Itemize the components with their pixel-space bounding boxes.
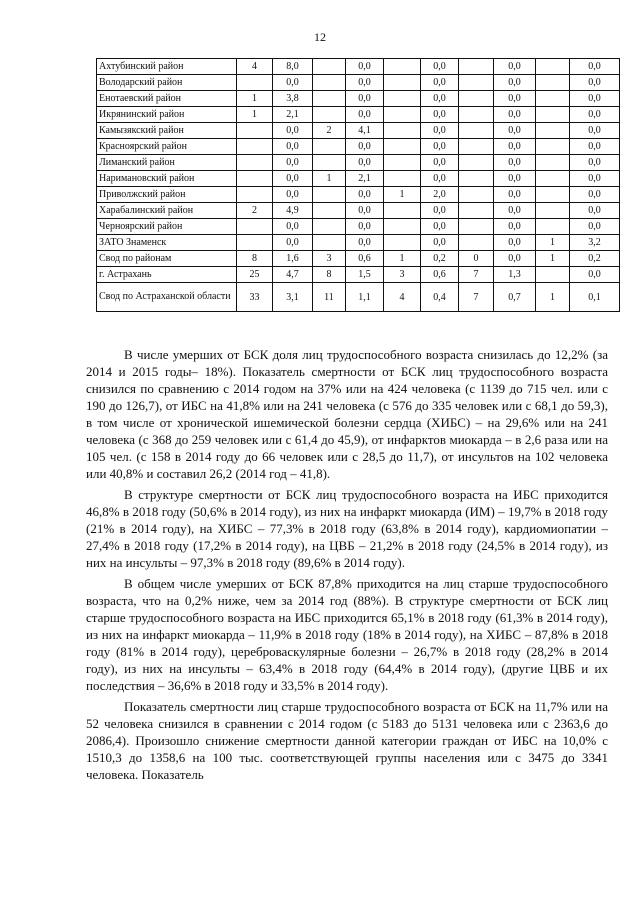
value-cell: 0,0: [346, 139, 384, 155]
value-cell: [237, 171, 273, 187]
value-cell: [384, 155, 421, 171]
value-cell: [459, 235, 494, 251]
table-row: [97, 107, 620, 123]
value-cell: 0,0: [570, 155, 620, 171]
value-cell: 0,6: [346, 251, 384, 267]
value-cell: 0,0: [570, 107, 620, 123]
value-cell: 0,0: [494, 235, 536, 251]
paragraph: В числе умерших от БСК доля лиц трудоспособного возраста снизилась до 12,2% (за 2014 и 2015 годы– 18%). Показатель смертности от БСК лиц трудоспособного возраста снизился по сравнению с 2014 годом на 37% или на 424 человека (с 1139 до 715 чел. или с 190 до 126,7), от ИБС на 41,8% или на 241 человека (с 576 до 335 человек или с 68,1 до 59,3), в том числе от хронической ишемической болезни сердца (ХИБС) – на 29,6% или на 241 человека (с 368 до 259 человек или с 61,4 до 45,9), от инфарктов миокарда – в 2,6 раза или на 105 чел. (с 158 в 2014 году до 66 человек или с 28,5 до 11,7), от инсультов на 102 человека или 40,8% и составил 26,2 (2014 год – 41,8).: [86, 347, 608, 481]
value-cell: [384, 203, 421, 219]
value-cell: 0,0: [273, 187, 313, 203]
value-cell: 2,0: [421, 187, 459, 203]
value-cell: [536, 123, 570, 139]
value-cell: 0,0: [273, 123, 313, 139]
value-cell: [384, 123, 421, 139]
value-cell: [459, 107, 494, 123]
value-cell: [459, 155, 494, 171]
value-cell: [536, 187, 570, 203]
value-cell: 0,0: [273, 219, 313, 235]
value-cell: [459, 123, 494, 139]
value-cell: 0,6: [421, 267, 459, 283]
value-cell: 0,0: [494, 171, 536, 187]
value-cell: 0,0: [570, 91, 620, 107]
table-row: [97, 235, 620, 251]
value-cell: 0,0: [421, 91, 459, 107]
value-cell: [313, 75, 346, 91]
district-name-cell: Лиманский район: [97, 155, 237, 171]
table-row: [97, 155, 620, 171]
value-cell: [237, 235, 273, 251]
table-row: [97, 267, 620, 283]
value-cell: 0,0: [346, 155, 384, 171]
value-cell: [237, 139, 273, 155]
table-row: [97, 123, 620, 139]
value-cell: 4,1: [346, 123, 384, 139]
value-cell: 0,0: [494, 219, 536, 235]
district-name-cell: Енотаевский район: [97, 91, 237, 107]
value-cell: 0,0: [494, 107, 536, 123]
value-cell: [384, 91, 421, 107]
value-cell: 1: [536, 283, 570, 312]
value-cell: 3,8: [273, 91, 313, 107]
value-cell: 1: [237, 107, 273, 123]
value-cell: 0,0: [494, 123, 536, 139]
value-cell: 0,0: [421, 171, 459, 187]
value-cell: 0,0: [570, 75, 620, 91]
value-cell: 0,0: [494, 139, 536, 155]
value-cell: [536, 203, 570, 219]
value-cell: 1,1: [346, 283, 384, 312]
value-cell: 8,0: [273, 59, 313, 75]
district-name-cell: Харабалинский район: [97, 203, 237, 219]
value-cell: 0,0: [570, 59, 620, 75]
value-cell: 0,0: [421, 139, 459, 155]
value-cell: [536, 107, 570, 123]
value-cell: 0,0: [570, 171, 620, 187]
value-cell: [384, 75, 421, 91]
value-cell: 0,0: [570, 267, 620, 283]
value-cell: 1,6: [273, 251, 313, 267]
value-cell: 2: [237, 203, 273, 219]
value-cell: 1: [313, 171, 346, 187]
value-cell: 1: [237, 91, 273, 107]
value-cell: 0,2: [570, 251, 620, 267]
table-row: [97, 171, 620, 187]
value-cell: 0,0: [494, 251, 536, 267]
value-cell: 0,0: [421, 75, 459, 91]
value-cell: [459, 91, 494, 107]
page-number: 12: [314, 30, 326, 44]
value-cell: 0,0: [494, 91, 536, 107]
district-name-cell: Приволжский район: [97, 187, 237, 203]
table-row: [97, 187, 620, 203]
table-row: [97, 91, 620, 107]
value-cell: 1,5: [346, 267, 384, 283]
value-cell: [384, 171, 421, 187]
value-cell: 0,0: [346, 219, 384, 235]
value-cell: [313, 59, 346, 75]
value-cell: [459, 187, 494, 203]
value-cell: 0,0: [494, 155, 536, 171]
value-cell: 0,0: [421, 203, 459, 219]
value-cell: [459, 203, 494, 219]
value-cell: 33: [237, 283, 273, 312]
value-cell: [536, 267, 570, 283]
district-mortality-table: [96, 58, 620, 312]
value-cell: 3,2: [570, 235, 620, 251]
value-cell: 0,0: [570, 203, 620, 219]
value-cell: [237, 219, 273, 235]
value-cell: [384, 139, 421, 155]
value-cell: 0,0: [273, 139, 313, 155]
value-cell: [536, 59, 570, 75]
value-cell: [237, 187, 273, 203]
district-name-cell: ЗАТО Знаменск: [97, 235, 237, 251]
value-cell: 4: [237, 59, 273, 75]
value-cell: [313, 139, 346, 155]
value-cell: 1: [384, 187, 421, 203]
district-name-cell: Ахтубинский район: [97, 59, 237, 75]
value-cell: 0,0: [570, 219, 620, 235]
value-cell: 0,0: [346, 91, 384, 107]
value-cell: 11: [313, 283, 346, 312]
value-cell: 25: [237, 267, 273, 283]
value-cell: [313, 203, 346, 219]
value-cell: 1: [384, 251, 421, 267]
value-cell: 7: [459, 267, 494, 283]
table-row: [97, 203, 620, 219]
value-cell: [384, 59, 421, 75]
value-cell: 3,1: [273, 283, 313, 312]
value-cell: [459, 59, 494, 75]
value-cell: 0,0: [421, 155, 459, 171]
value-cell: 0,0: [346, 235, 384, 251]
value-cell: 0: [459, 251, 494, 267]
value-cell: [384, 219, 421, 235]
value-cell: 0,0: [346, 107, 384, 123]
value-cell: [313, 219, 346, 235]
body-text: [86, 346, 608, 787]
value-cell: 0,0: [421, 219, 459, 235]
value-cell: 1: [536, 251, 570, 267]
value-cell: 0,0: [570, 123, 620, 139]
district-name-cell: Володарский район: [97, 75, 237, 91]
district-name-cell: Красноярский район: [97, 139, 237, 155]
district-name-cell: Икрянинский район: [97, 107, 237, 123]
value-cell: [384, 107, 421, 123]
value-cell: 2,1: [273, 107, 313, 123]
district-name-cell: г. Астрахань: [97, 267, 237, 283]
value-cell: 0,0: [273, 155, 313, 171]
district-name-cell: Свод по районам: [97, 251, 237, 267]
value-cell: [237, 155, 273, 171]
value-cell: 0,2: [421, 251, 459, 267]
table-row: [97, 139, 620, 155]
value-cell: 0,0: [494, 59, 536, 75]
value-cell: 8: [237, 251, 273, 267]
value-cell: 0,0: [346, 203, 384, 219]
value-cell: 4,9: [273, 203, 313, 219]
value-cell: 0,0: [346, 75, 384, 91]
value-cell: 3: [313, 251, 346, 267]
value-cell: [536, 219, 570, 235]
table-row: [97, 59, 620, 75]
table-row: [97, 219, 620, 235]
value-cell: 1,3: [494, 267, 536, 283]
paragraph: В структуре смертности от БСК лиц трудоспособного возраста на ИБС приходится 46,8% в 2018 году (50,6% в 2014 году), из них на инфаркт миокарда (ИМ) – 19,7% в 2018 году (21% в 2014 году), на ХИБС – 77,3% в 2018 году (63,8% в 2014 году), кардиомиопатии – 27,4% в 2018 году (17,2% в 2014 году), на ЦВБ – 21,2% в 2018 году (24,5% в 2014 году), из них на инсульты – 97,3% в 2018 году (89,6% в 2014 году).: [86, 487, 608, 570]
value-cell: 0,0: [421, 59, 459, 75]
value-cell: [459, 171, 494, 187]
value-cell: [237, 75, 273, 91]
value-cell: 0,0: [570, 139, 620, 155]
value-cell: [313, 235, 346, 251]
district-name-cell: Черноярский район: [97, 219, 237, 235]
value-cell: [237, 123, 273, 139]
value-cell: 0,7: [494, 283, 536, 312]
value-cell: 0,0: [421, 235, 459, 251]
table-row: [97, 75, 620, 91]
value-cell: 0,0: [494, 203, 536, 219]
table-row: [97, 283, 620, 312]
value-cell: [459, 139, 494, 155]
value-cell: 0,1: [570, 283, 620, 312]
value-cell: 0,0: [273, 235, 313, 251]
value-cell: 3: [384, 267, 421, 283]
value-cell: 0,0: [494, 75, 536, 91]
value-cell: [536, 91, 570, 107]
value-cell: 0,0: [570, 187, 620, 203]
value-cell: [536, 171, 570, 187]
value-cell: 0,0: [273, 171, 313, 187]
paragraph: Показатель смертности лиц старше трудоспособного возраста от БСК на 11,7% или на 52 человека снизился в сравнении с 2014 годом (с 5183 до 5131 человека или с 2363,6 до 2086,4). Произошло снижение смертности данной категории граждан от ИБС на 10,0% с 1510,3 до 1358,6 на 100 тыс. соответствующей группы населения или с 3475 до 3341 человека. Показатель: [86, 699, 608, 782]
value-cell: 0,0: [273, 75, 313, 91]
value-cell: 0,0: [421, 123, 459, 139]
value-cell: [313, 91, 346, 107]
value-cell: 7: [459, 283, 494, 312]
value-cell: 0,0: [494, 187, 536, 203]
value-cell: 4,7: [273, 267, 313, 283]
value-cell: [384, 235, 421, 251]
value-cell: [313, 187, 346, 203]
value-cell: 0,0: [421, 107, 459, 123]
value-cell: 2,1: [346, 171, 384, 187]
value-cell: [536, 75, 570, 91]
value-cell: [459, 219, 494, 235]
paragraph: В общем числе умерших от БСК 87,8% приходится на лиц старше трудоспособного возраста, что на 0,2% ниже, чем за 2014 год (88%). В структуре смертности от БСК лиц старше трудоспособного возраста на ИБС приходится 65,1% в 2018 году (61,3% в 2014 году), из них на инфаркт миокарда – 11,9% в 2018 году (18% в 2014 году), на ХИБС – 87,8% в 2018 году (81% в 2014 году), цереброваскулярные болезни – 26,7% в 2018 году (28,2% в 2014 году), из них на инсульты – 63,4% в 2018 году (64,4% в 2014 году), (другие ЦВБ и их последствия – 36,6% в 2018 году и 33,5% в 2014 году).: [86, 576, 608, 693]
district-name-cell: Наримановский район: [97, 171, 237, 187]
value-cell: [536, 139, 570, 155]
value-cell: 1: [536, 235, 570, 251]
value-cell: 0,0: [346, 187, 384, 203]
value-cell: [313, 107, 346, 123]
table-row: [97, 251, 620, 267]
district-name-cell: Камызякский район: [97, 123, 237, 139]
value-cell: 0,4: [421, 283, 459, 312]
district-name-cell: Свод по Астраханской области: [97, 283, 237, 312]
value-cell: 0,0: [346, 59, 384, 75]
value-cell: [459, 75, 494, 91]
value-cell: [536, 155, 570, 171]
value-cell: 2: [313, 123, 346, 139]
value-cell: [313, 155, 346, 171]
value-cell: 8: [313, 267, 346, 283]
value-cell: 4: [384, 283, 421, 312]
